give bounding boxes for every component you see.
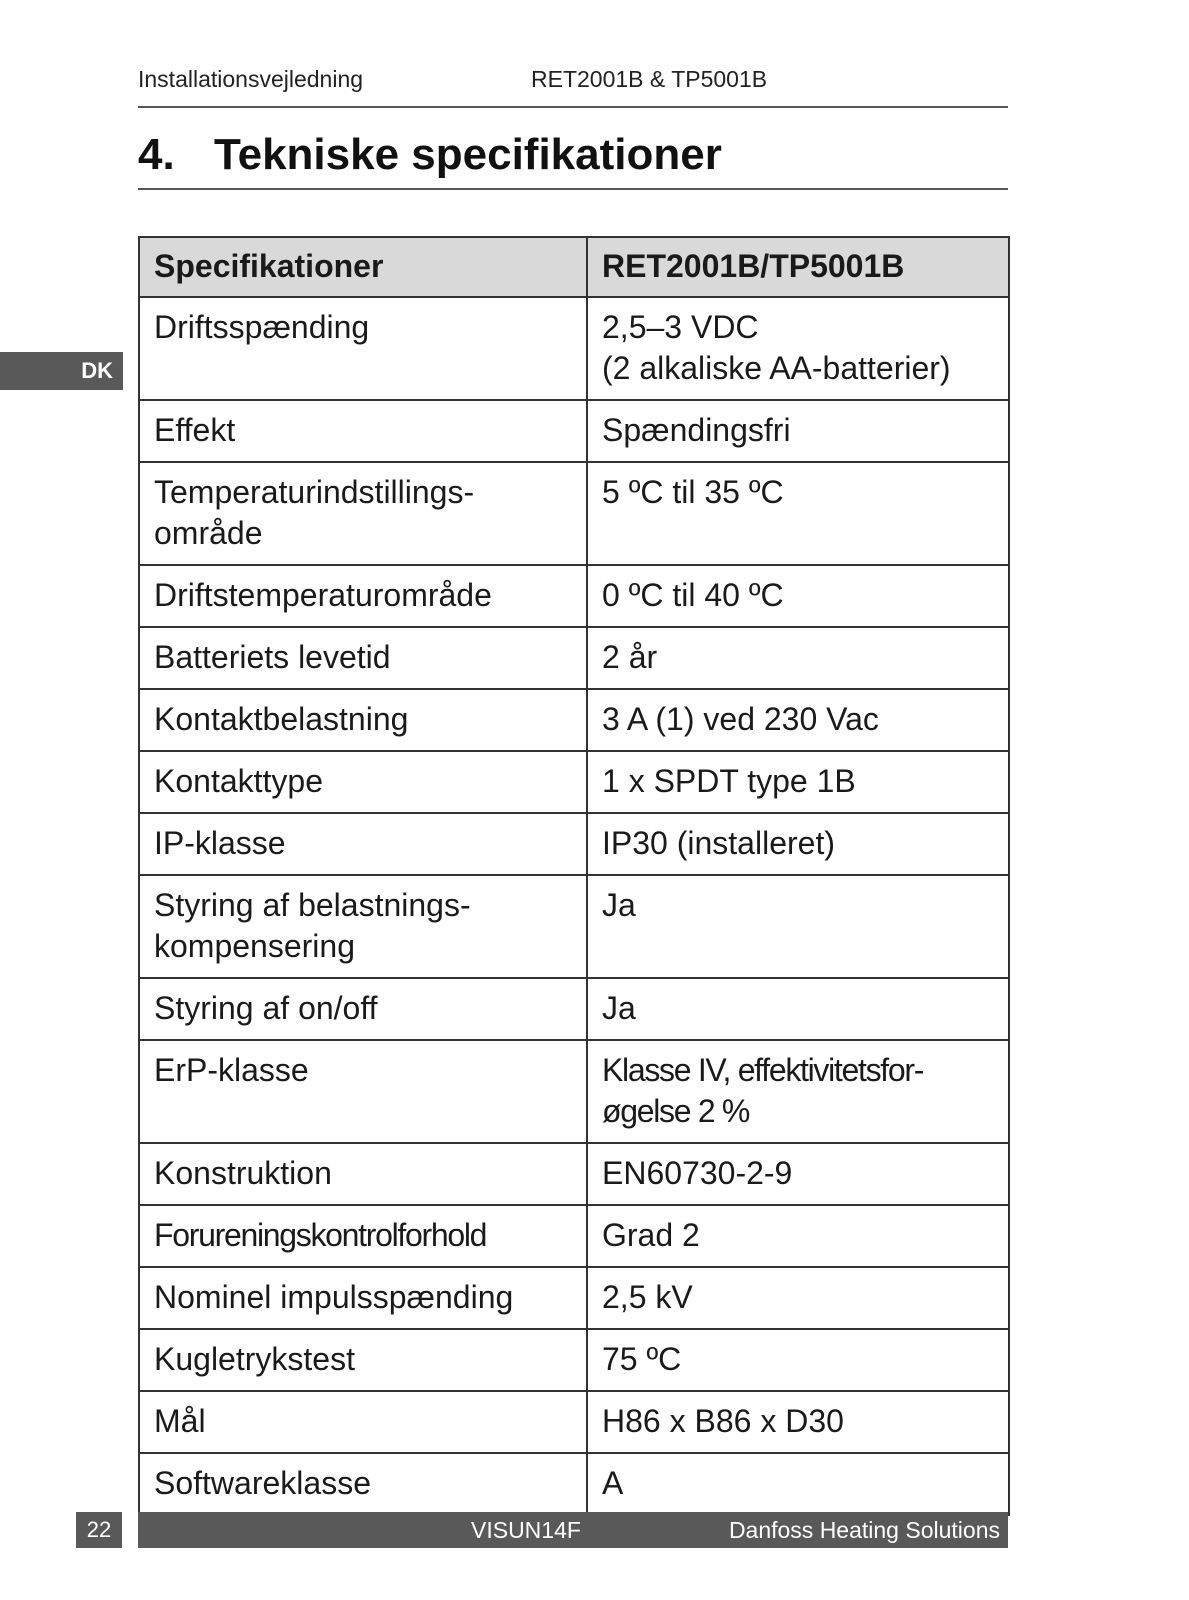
row-label: Kontaktbelastning xyxy=(139,689,587,751)
row-value: 1 x SPDT type 1B xyxy=(587,751,1009,813)
footer-bar xyxy=(138,1512,1008,1548)
row-label: Effekt xyxy=(139,400,587,462)
row-label: Forureningskontrolforhold xyxy=(139,1205,587,1267)
row-value: 2,5 kV xyxy=(587,1267,1009,1329)
row-value: IP30 (installeret) xyxy=(587,813,1009,875)
table-row xyxy=(139,1143,1009,1205)
row-label: Nominel impulsspænding xyxy=(139,1267,587,1329)
row-value: A xyxy=(587,1453,1009,1515)
table-row xyxy=(139,400,1009,462)
header-doc-type: Installationsvejledning xyxy=(138,66,364,92)
header-cell-spec: Specifikationer xyxy=(139,237,587,297)
table-row xyxy=(139,978,1009,1040)
table-row xyxy=(139,1205,1009,1267)
row-label: Temperaturindstillings- område xyxy=(139,462,587,565)
header-divider xyxy=(138,106,1008,108)
table-row xyxy=(139,1329,1009,1391)
row-label: IP-klasse xyxy=(139,813,587,875)
row-value: Ja xyxy=(587,978,1009,1040)
row-label: Kontakttype xyxy=(139,751,587,813)
footer-doc-code: VISUN14F xyxy=(471,1517,581,1543)
header-product: RET2001B & TP5001B xyxy=(531,66,768,92)
row-label: Driftstemperaturområde xyxy=(139,565,587,627)
table-row xyxy=(139,689,1009,751)
section-heading xyxy=(138,130,722,180)
row-value: 5 ºC til 35 ºC xyxy=(587,462,1009,565)
row-value: 75 ºC xyxy=(587,1329,1009,1391)
table-row xyxy=(139,297,1009,400)
table-header-row xyxy=(139,237,1009,297)
table-row xyxy=(139,1453,1009,1515)
row-label: Driftsspænding xyxy=(139,297,587,400)
row-value: 2,5–3 VDC (2 alkaliske AA-batterier) xyxy=(587,297,1009,400)
row-label: Styring af belastnings- kompensering xyxy=(139,875,587,978)
row-label: Styring af on/off xyxy=(139,978,587,1040)
row-label: Batteriets levetid xyxy=(139,627,587,689)
row-value: 0 ºC til 40 ºC xyxy=(587,565,1009,627)
row-label: Konstruktion xyxy=(139,1143,587,1205)
spec-table xyxy=(138,236,1010,1516)
header-cell-model: RET2001B/TP5001B xyxy=(587,237,1009,297)
table-row xyxy=(139,1391,1009,1453)
row-label: Softwareklasse xyxy=(139,1453,587,1515)
table-row xyxy=(139,565,1009,627)
section-number: 4. xyxy=(138,130,175,179)
section-title: Tekniske specifikationer xyxy=(214,130,722,179)
row-value: Klasse IV, effektivitetsfor- øgelse 2 % xyxy=(587,1040,1009,1143)
row-value: Spændingsfri xyxy=(587,400,1009,462)
title-divider xyxy=(138,188,1008,190)
row-value: Ja xyxy=(587,875,1009,978)
row-value: H86 x B86 x D30 xyxy=(587,1391,1009,1453)
page-number: 22 xyxy=(76,1512,122,1548)
row-value: EN60730-2-9 xyxy=(587,1143,1009,1205)
table-row xyxy=(139,1267,1009,1329)
language-tab: DK xyxy=(0,352,123,390)
row-value: 3 A (1) ved 230 Vac xyxy=(587,689,1009,751)
row-label: ErP-klasse xyxy=(139,1040,587,1143)
table-row xyxy=(139,627,1009,689)
row-value: 2 år xyxy=(587,627,1009,689)
footer-company: Danfoss Heating Solutions xyxy=(728,1517,1000,1543)
table-row xyxy=(139,462,1009,565)
table-row xyxy=(139,1040,1009,1143)
row-label: Kugletrykstest xyxy=(139,1329,587,1391)
row-label: Mål xyxy=(139,1391,587,1453)
table-row xyxy=(139,813,1009,875)
table-row xyxy=(139,875,1009,978)
row-value: Grad 2 xyxy=(587,1205,1009,1267)
table-row xyxy=(139,751,1009,813)
